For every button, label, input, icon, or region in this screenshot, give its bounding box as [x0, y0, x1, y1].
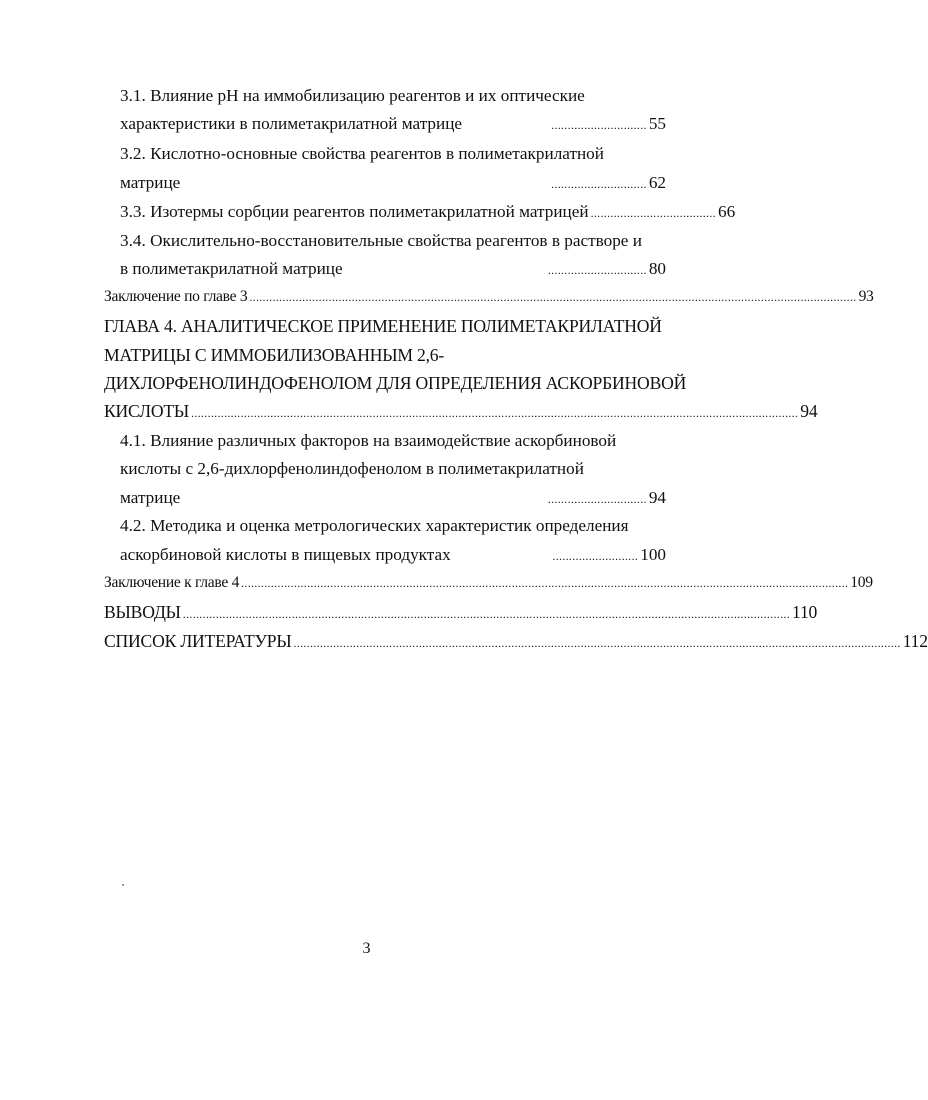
toc-chapter-4-line3: [104, 373, 687, 394]
toc-entry-text: 3.4. Окислительно-восстановительные свойства реагентов в растворе и: [120, 231, 642, 250]
toc-leader-dots: ........................................................................................................................................................................................: [241, 576, 849, 590]
toc-entry-text: МАТРИЦЫ С ИММОБИЛИЗОВАННЫМ 2,6-: [104, 345, 445, 365]
toc-entry-text: в полиметакрилатной матрице: [120, 259, 343, 278]
toc-page-number: 110: [792, 602, 818, 622]
toc-leader-dots: ........................................................................................................................................................................................: [182, 607, 790, 621]
toc-entry-3-4-line1: [120, 231, 666, 251]
toc-entry-text: ДИХЛОРФЕНОЛИНДОФЕНОЛОМ ДЛЯ ОПРЕДЕЛЕНИЯ АСКОРБИНОВОЙ: [104, 373, 687, 393]
toc-leader-dots: .............................: [551, 177, 647, 191]
toc-page-number: 94: [800, 401, 818, 421]
toc-leader-dots: ........................................................................................................................................................................................: [293, 636, 901, 650]
toc-page-number: 100: [640, 545, 666, 564]
toc-entry-4-1-line1: [120, 431, 666, 451]
toc-chapter-4-line4: [104, 401, 818, 422]
toc-entry-text: кислоты с 2,6-дихлорфенолиндофенолом в полиметакрилатной: [120, 459, 584, 478]
toc-entry-text: КИСЛОТЫ: [104, 401, 190, 421]
toc-entry-text: матрице: [120, 173, 181, 192]
toc-entry-text: ВЫВОДЫ: [104, 602, 181, 622]
toc-entry-4-1-line2: [120, 459, 666, 479]
toc-entry-text: Заключение к главе 4: [104, 574, 240, 591]
toc-page-number: 62: [648, 173, 666, 192]
toc-leader-dots: ........................................................................................................................................................................................: [191, 406, 799, 420]
toc-entry-text: 4.1. Влияние различных факторов на взаимодействие аскорбиновой: [120, 431, 617, 450]
toc-entry-4-2-line1: [120, 516, 666, 536]
toc-entry-4-2-line2: [120, 545, 666, 565]
toc-page-number: 55: [648, 114, 666, 133]
toc-leader-dots: ..............................: [547, 492, 647, 506]
toc-entry-3-2-line2: [120, 173, 666, 193]
toc-leader-dots: ..........................: [552, 549, 639, 563]
toc-entry-text: СПИСОК ЛИТЕРАТУРЫ: [104, 631, 292, 651]
toc-page-number: 66: [717, 202, 736, 221]
toc-entry-conclusion-4: [104, 574, 873, 592]
toc-entry-3-4-line2: [120, 259, 666, 279]
toc-entry-text: матрице: [120, 488, 181, 507]
toc-entry-3-3: [120, 202, 736, 222]
toc-page-number: 109: [850, 574, 873, 591]
toc-entry-3-1-line2: [120, 114, 666, 134]
toc-entry-4-1-line3: [120, 488, 666, 508]
toc-page-number: 80: [648, 259, 666, 278]
toc-entry-conclusion-3: [104, 288, 874, 306]
toc-entry-text: аскорбиновой кислоты в пищевых продуктах: [120, 545, 451, 564]
toc-entry-text: 3.1. Влияние pH на иммобилизацию реагентов и их оптические: [120, 86, 585, 105]
toc-chapter-4-line1: [104, 316, 666, 337]
toc-leader-dots: .............................: [551, 118, 647, 132]
toc-chapter-4-line2: [104, 345, 666, 366]
toc-entry-text: 3.3. Изотермы сорбции реагентов полиметакрилатной матрицей: [120, 202, 589, 221]
toc-entry-conclusions: [104, 602, 818, 623]
toc-entry-text: ГЛАВА 4. АНАЛИТИЧЕСКОЕ ПРИМЕНЕНИЕ ПОЛИМЕТАКРИЛАТНОЙ: [104, 316, 662, 336]
toc-entry-text: 3.2. Кислотно-основные свойства реагентов в полиметакрилатной: [120, 144, 604, 163]
toc-leader-dots: ......................................: [590, 206, 716, 220]
toc-entry-3-1-line1: [120, 86, 660, 106]
scan-speck: [122, 884, 124, 886]
toc-entry-text: 4.2. Методика и оценка метрологических характеристик определения: [120, 516, 629, 535]
toc-entry-text: Заключение по главе 3: [104, 288, 248, 305]
toc-entry-3-2-line1: [120, 144, 660, 164]
toc-page-number: 112: [902, 631, 928, 651]
toc-page-number: 93: [858, 288, 874, 305]
toc-entry-references: [104, 631, 928, 652]
toc-leader-dots: ........................................................................................................................................................................................: [249, 290, 857, 304]
toc-entry-text: характеристики в полиметакрилатной матрице: [120, 114, 463, 133]
toc-page-number: 94: [648, 488, 666, 507]
toc-leader-dots: ..............................: [547, 263, 647, 277]
page-number: 3: [362, 940, 371, 957]
